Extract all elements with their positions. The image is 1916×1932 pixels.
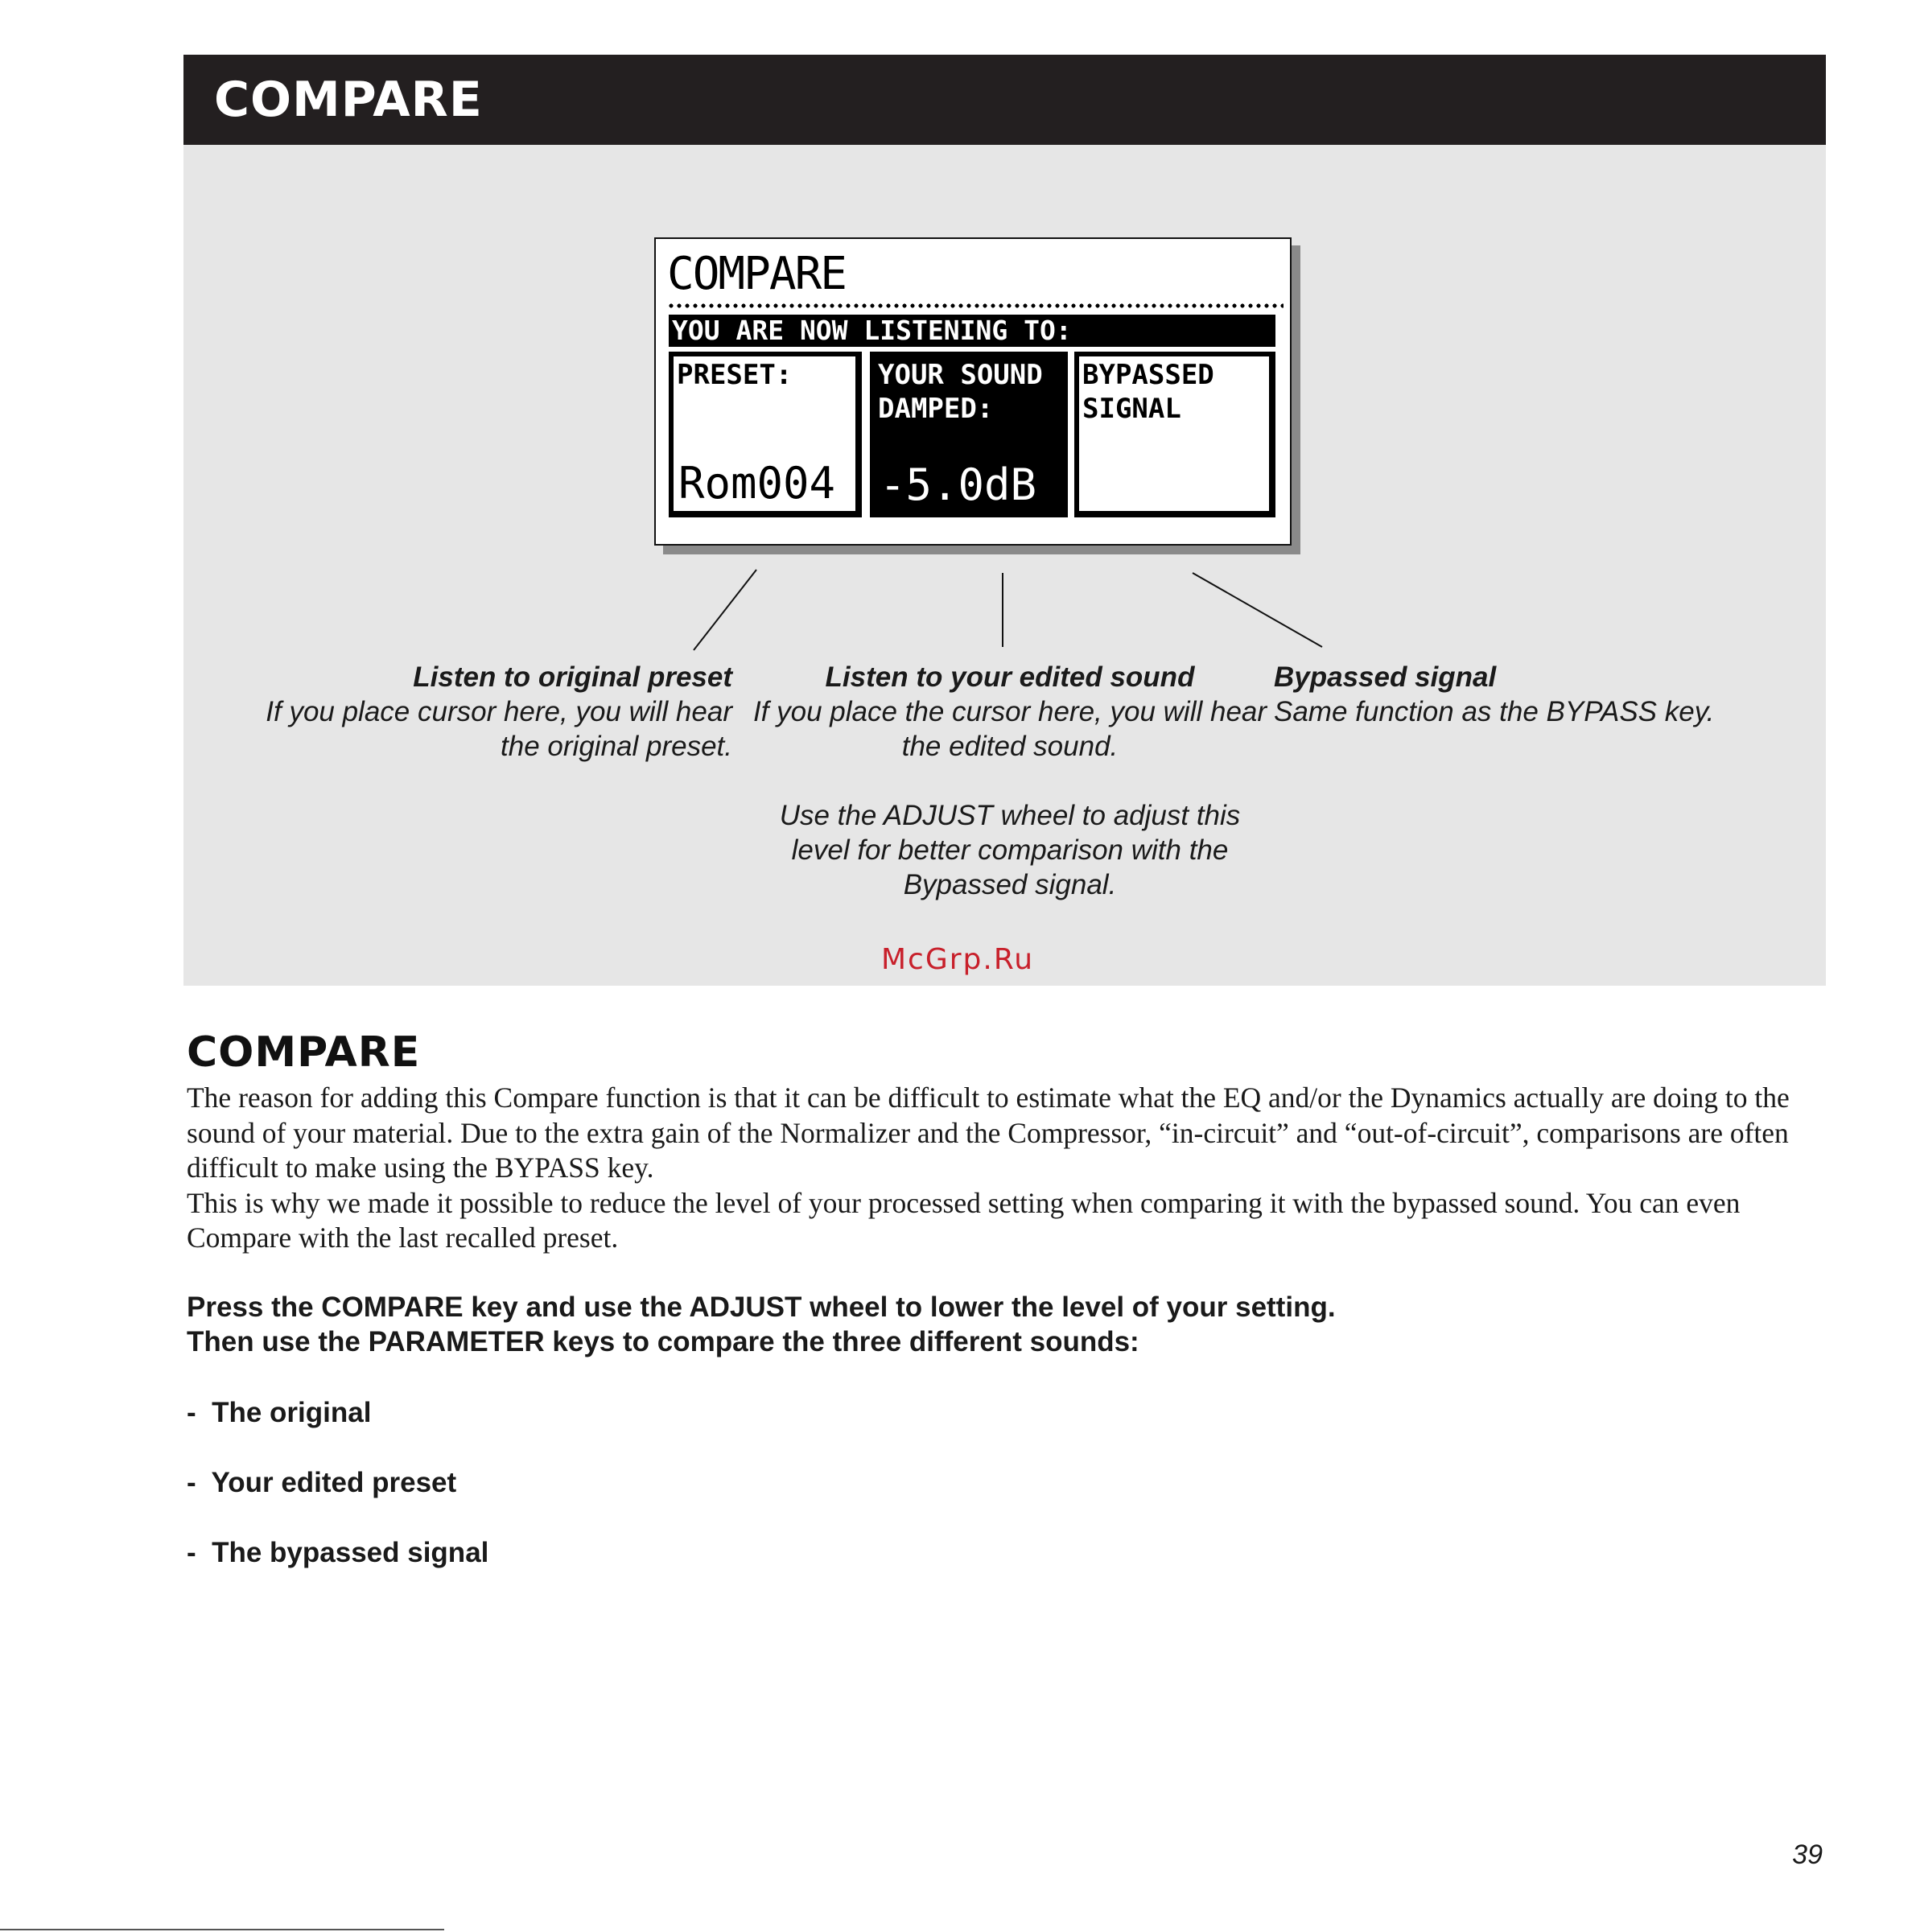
header-title: COMPARE [214,72,483,128]
footer-rule [0,1929,444,1930]
lcd-dotted-divider [667,303,1284,308]
bullet-item: - The bypassed signal [187,1537,489,1568]
page-header-bar [183,55,1826,145]
lcd-box-label: PRESET: [677,359,793,391]
lcd-box-value: Rom004 [678,458,836,509]
instructions [187,1290,1828,1359]
lcd-box-edited-sound [870,352,1068,517]
lcd-box-original-preset [669,352,862,517]
lcd-box-label: YOUR SOUND DAMPED: [878,359,1043,425]
caption-description: If you place cursor here, you will hear the original preset. [266,696,732,762]
caption-edited-sound [748,660,1271,902]
caption-title: Bypassed signal [1274,661,1497,693]
section-title: COMPARE [187,1028,421,1077]
caption-bypassed-signal [1274,660,1821,729]
lcd-box-bypassed-signal [1074,352,1275,517]
lcd-box-value: -5.0dB [880,459,1037,510]
instruction-line: Then use the PARAMETER keys to compare the three different sounds: [187,1326,1139,1357]
section-body [187,1081,1828,1256]
lcd-display [654,237,1292,546]
body-paragraph: The reason for adding this Compare function is that it can be difficult to estimate what the EQ and/or the Dynamics actually are doing to the sound of your material. Due to the extra gain of the Normalizer and the Compressor, “in-circuit” and “out-of-circuit”, comparisons are often difficult to make using the BYPASS key. [187,1081,1790,1184]
bullet-item: - The original [187,1397,372,1428]
caption-description: If you place the cursor here, you will hear the edited sound. [752,696,1267,762]
page-number: 39 [1792,1839,1823,1870]
caption-title: Listen to your edited sound [825,661,1195,693]
lcd-box-label: BYPASSED SIGNAL [1082,359,1214,425]
caption-note: Use the ADJUST wheel to adjust this level for better comparison with the Bypassed signal. [779,800,1241,900]
body-paragraph: This is why we made it possible to reduce the level of your processed setting when comparing it with the bypassed sound. You can even Compare with the last recalled preset. [187,1186,1741,1254]
lcd-status-bar: YOU ARE NOW LISTENING TO: [669,315,1275,347]
watermark: McGrp.Ru [880,943,1035,976]
bullet-list [187,1395,1152,1605]
instruction-line: Press the COMPARE key and use the ADJUST wheel to lower the level of your setting. [187,1291,1336,1323]
lcd-title: COMPARE [667,248,847,300]
caption-title: Listen to original preset [413,661,732,693]
bullet-item: - Your edited preset [187,1467,457,1498]
caption-original-preset [225,660,732,764]
caption-description: Same function as the BYPASS key. [1274,696,1715,727]
